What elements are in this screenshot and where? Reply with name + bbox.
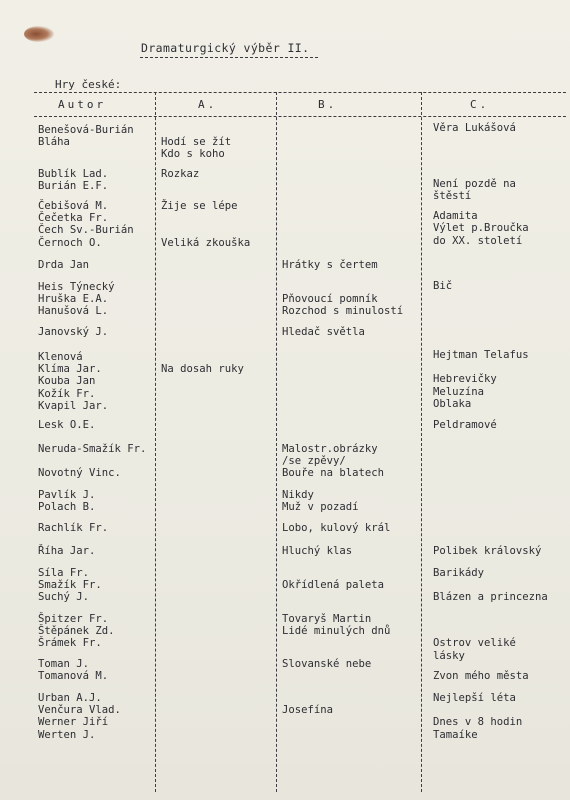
column-c-cell: Polibek královský [433,545,542,557]
column-c-cell: Ostrov veliké lásky [433,637,516,662]
column-divider-3 [421,92,422,792]
author-cell: Říha Jar. [38,545,96,557]
ink-stain [24,26,54,42]
column-a-cell: Žije se lépe Veliká zkouška [161,200,251,249]
column-c-cell: Zvon mého města [433,670,529,683]
column-header-author: Autor [58,98,107,111]
author-cell: Čebišová M. Čečetka Fr. Čech Sv.-Burián Černoch O. [38,200,134,249]
column-c-cell: Barikády Blázen a princezna [433,567,548,604]
column-divider-2 [276,92,277,792]
column-b-cell: Malostr.obrázky /se zpěvy/ Bouře na blatech [282,443,385,480]
column-b-cell: Hledač světla [282,326,365,338]
column-b-cell: Pňovoucí pomník Rozchod s minulostí [282,293,404,318]
column-c-cell: Hejtman Telafus Hebrevičky Meluzína Oblaka [433,349,529,410]
author-cell: Rachlík Fr. [38,522,109,534]
author-cell: Špitzer Fr. Štěpánek Zd. Šrámek Fr. [38,613,115,650]
section-subheading: Hry české: [55,78,122,91]
title-underline [140,57,318,58]
column-b-cell: Okřídlená paleta [282,579,385,592]
document-title: Dramaturgický výběr II. [141,41,310,55]
column-a-cell: Rozkaz [161,168,200,180]
column-c-cell: Peldramové [433,419,497,431]
column-header-a: A. [198,98,218,111]
author-cell: Klenová Klíma Jar. Kouba Jan Kožík Fr. Kvapil Jar. [38,351,109,412]
column-header-b: B. [318,98,338,111]
column-b-cell: Hluchý klas [282,545,353,557]
column-a-cell: Hodí se žít Kdo s koho [161,136,232,161]
author-cell: Neruda-Smažík Fr. Novotný Vinc. [38,443,147,480]
column-divider-1 [155,92,156,792]
author-cell: Bublík Lad. Burián E.F. [38,168,109,193]
author-cell: Pavlík J. Polach B. [38,489,96,514]
column-b-cell: Hrátky s čertem [282,259,378,271]
column-b-cell: Slovanské nebe [282,658,372,670]
column-b-cell: Tovaryš Martin Lidé minulých dnů [282,613,391,638]
author-cell: Drda Jan [38,259,90,271]
column-c-cell: Adamita Výlet p.Broučka do XX. století [433,210,529,247]
column-header-c: C. [470,98,490,111]
column-c-cell: Věra Lukášová [433,122,516,134]
column-b-cell: Nikdy Muž v pozadí [282,489,359,514]
author-cell: Lesk O.E. [38,419,96,431]
column-b-cell: Josefína [282,704,334,717]
column-c-cell: Bič [433,280,453,292]
column-a-cell: Na dosah ruky [161,363,244,376]
author-cell: Toman J. Tomanová M. [38,658,109,683]
author-cell: Benešová-Burián Bláha [38,124,134,149]
table-top-rule [34,92,566,93]
column-b-cell: Lobo, kulový král [282,522,391,534]
table-header-rule [34,116,566,117]
author-cell: Síla Fr. Smažík Fr. Suchý J. [38,567,102,604]
author-cell: Heis Týnecký Hruška E.A. Hanušová L. [38,281,115,318]
author-cell: Urban A.J. Venčura Vlad. Werner Jiří Werten J. [38,692,121,741]
column-c-cell: Nejlepší léta Dnes v 8 hodin Tamaíke [433,692,523,741]
column-c-cell: Není pozdě na štěstí [433,178,516,203]
author-cell: Janovský J. [38,326,109,338]
